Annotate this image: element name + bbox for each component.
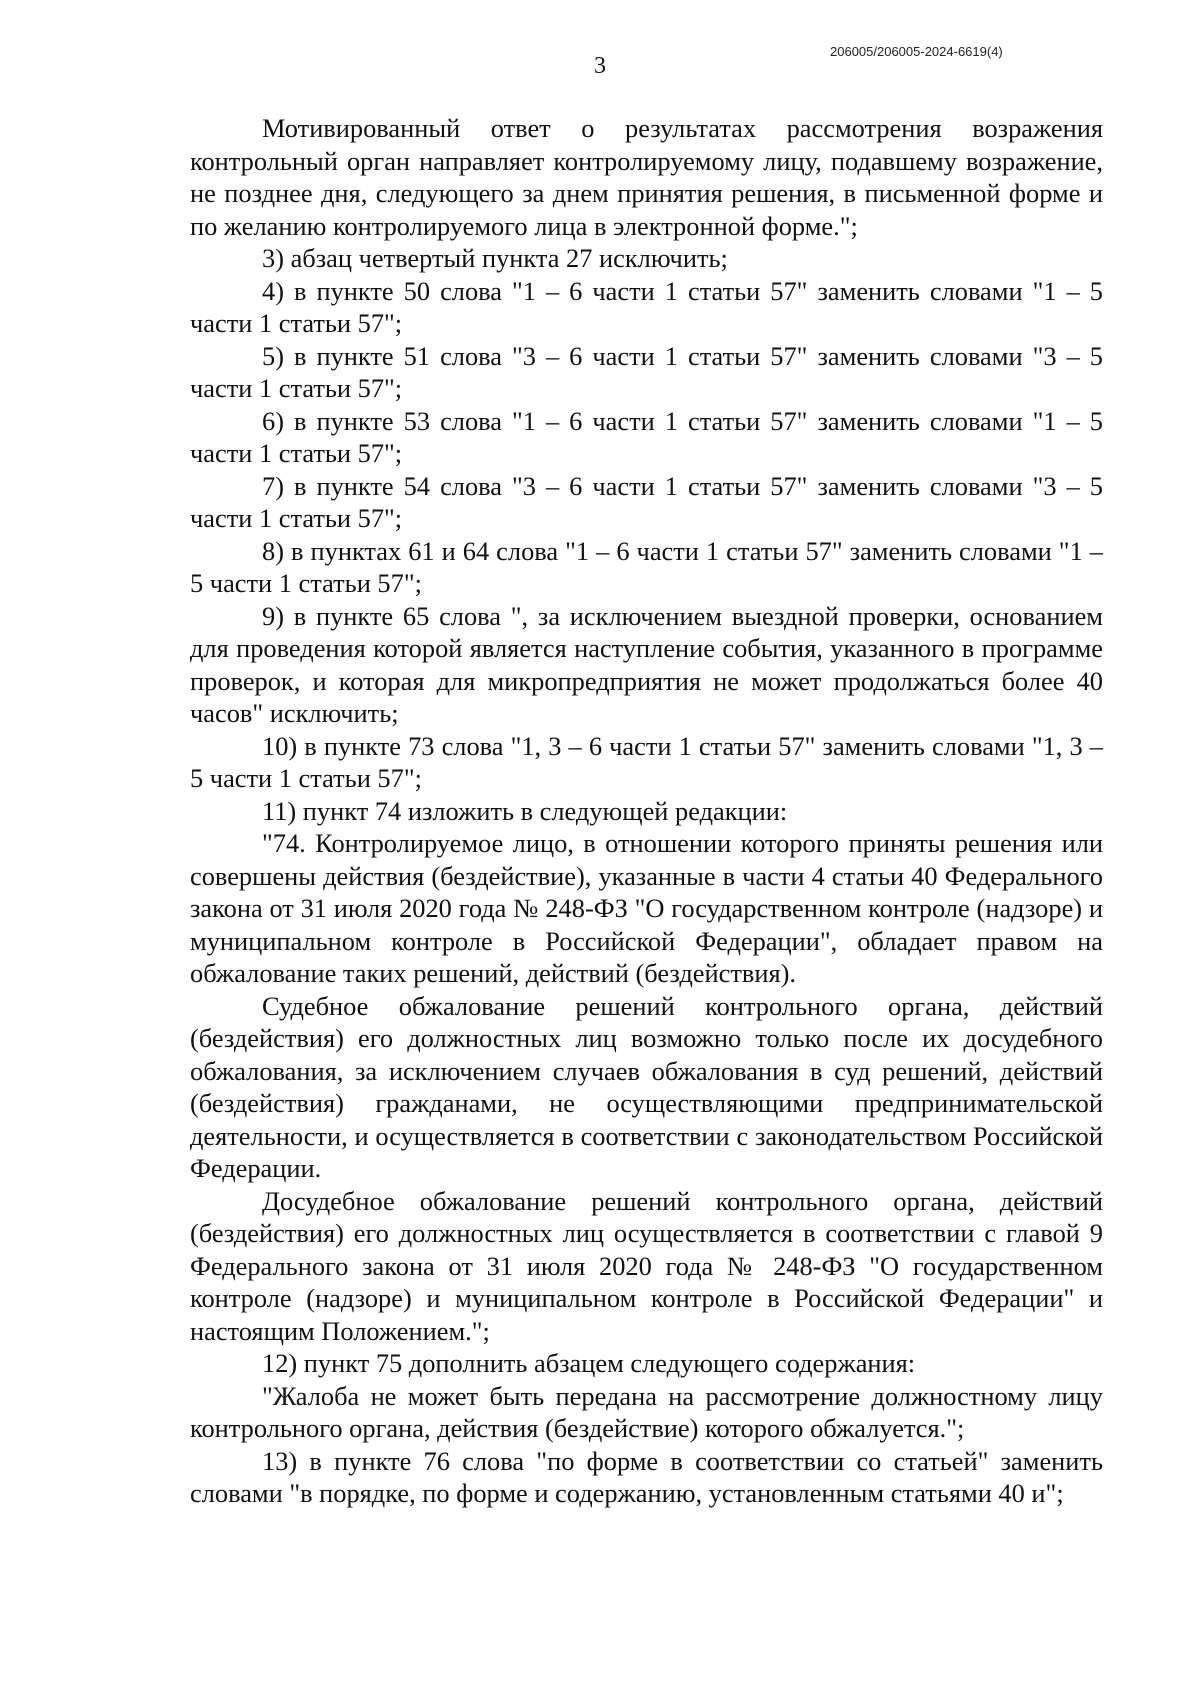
paragraph-item-7: 7) в пункте 54 слова "3 – 6 части 1 статьи 57" заменить словами "3 – 5 части 1 статьи 57"; bbox=[190, 470, 1103, 533]
paragraph-pretrial-appeal: Досудебное обжалование решений контрольного органа, действий (бездействия) его должностных лиц осуществляется в соответствии с главой 9 Федерального закона от 31 июля 2020 года № 248-ФЗ "О государственном контроле (надзоре) и муниципальном контроле в Российской Федерации" и настоящим Положением."; bbox=[190, 1185, 1103, 1346]
page-number: 3 bbox=[594, 53, 606, 79]
paragraph-item-5: 5) в пункте 51 слова "3 – 6 части 1 статьи 57" заменить словами "3 – 5 части 1 статьи 57"; bbox=[190, 340, 1103, 403]
paragraph-item-10: 10) в пункте 73 слова "1, 3 – 6 части 1 статьи 57" заменить словами "1, 3 – 5 части 1 статьи 57"; bbox=[190, 730, 1103, 793]
paragraph-motivated-response: Мотивированный ответ о результатах рассмотрения возражения контрольный орган направляет контролируемому лицу, подавшему возражение, не позднее дня, следующего за днем принятия решения, в письменной форме и по желанию контролируемого лица в электронной форме."; bbox=[190, 113, 1103, 241]
paragraph-item-11: 11) пункт 74 изложить в следующей редакции: bbox=[262, 795, 788, 826]
paragraph-item-4: 4) в пункте 50 слова "1 – 6 части 1 статьи 57" заменить словами "1 – 5 части 1 статьи 57"; bbox=[190, 275, 1103, 338]
paragraph-item-8: 8) в пунктах 61 и 64 слова "1 – 6 части 1 статьи 57" заменить словами "1 – 5 части 1 статьи 57"; bbox=[190, 535, 1103, 598]
paragraph-clause-74: "74. Контролируемое лицо, в отношении которого приняты решения или совершены действия (бездействие), указанные в части 4 статьи 40 Федерального закона от 31 июля 2020 года № 248-ФЗ "О государственном контроле (надзоре) и муниципальном контроле в Российской Федерации", обладает правом на обжалование таких решений, действий (бездействия). bbox=[190, 828, 1103, 988]
paragraph-item-12: 12) пункт 75 дополнить абзацем следующего содержания: bbox=[262, 1348, 916, 1378]
paragraph-judicial-appeal: Судебное обжалование решений контрольного органа, действий (бездействия) его должностных лиц возможно только после их досудебного обжалования, за исключением случаев обжалования в суд решений, действий (бездействия) гражданами, не осуществляющими предпринимательской деятельности, и осуществляется в соответствии с законодательством Российской Федерации. bbox=[190, 990, 1103, 1183]
paragraph-item-9: 9) в пункте 65 слова ", за исключением выездной проверки, основанием для проведения которой является наступление события, указанного в программе проверок, и которая для микропредприятия не может продолжаться более 40 часов" исключить; bbox=[190, 600, 1103, 728]
document-body bbox=[190, 112, 1103, 1510]
paragraph-item-13: 13) в пункте 76 слова "по форме в соответствии со статьей" заменить словами "в порядке, по форме и содержанию, установленным статьями 40 и"; bbox=[190, 1445, 1103, 1508]
paragraph-item-3: 3) абзац четвертый пункта 27 исключить; bbox=[262, 243, 728, 273]
paragraph-item-6: 6) в пункте 53 слова "1 – 6 части 1 статьи 57" заменить словами "1 – 5 части 1 статьи 57"; bbox=[190, 405, 1103, 468]
document-registration-number: 206005/206005-2024-6619(4) bbox=[830, 44, 1003, 59]
paragraph-complaint: "Жалоба не может быть передана на рассмотрение должностному лицу контрольного органа, действия (бездействие) которого обжалуется."; bbox=[190, 1380, 1103, 1443]
